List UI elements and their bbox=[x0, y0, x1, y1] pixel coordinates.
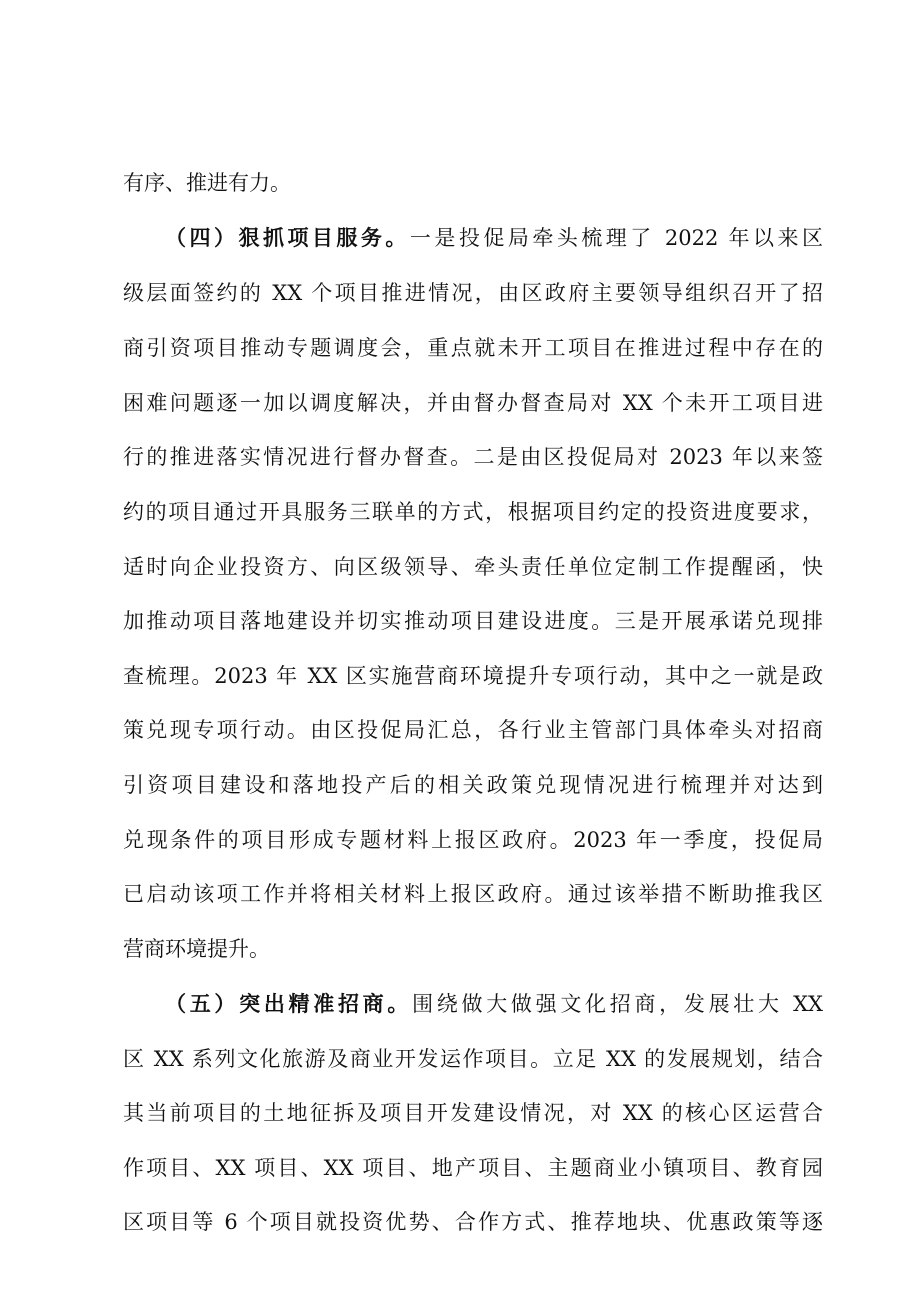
section-4-first-line bbox=[165, 218, 823, 258]
section-4-line-5: 行的推进落实情况进行督办督查。二是由区投促局对 2023 年以来签 bbox=[123, 445, 823, 469]
section-4-line-9: 查梳理。2023 年 XX 区实施营商环境提升专项行动，其中之一就是政 bbox=[123, 664, 823, 688]
section-5-heading: （五）突出精准招商。 bbox=[165, 991, 413, 1016]
section-4-line-14: 营商环境提升。 bbox=[123, 937, 270, 961]
section-4-line-8: 加推动项目落地建设并切实推动项目建设进度。三是开展承诺兑现排 bbox=[123, 609, 823, 633]
section-4-line-1: 一是投促局牵头梳理了 2022 年以来区 bbox=[409, 226, 823, 250]
section-4-line-2: 级层面签约的 XX 个项目推进情况，由区政府主要领导组织召开了招 bbox=[123, 281, 823, 305]
carryover-line: 有序、推进有力。 bbox=[123, 171, 291, 195]
section-5-line-3: 其当前项目的土地征拆及项目开发建设情况，对 XX 的核心区运营合 bbox=[123, 1101, 823, 1125]
section-4-line-3: 商引资项目推动专题调度会，重点就未开工项目在推进过程中存在的 bbox=[123, 336, 823, 360]
section-5-line-4: 作项目、XX 项目、XX 项目、地产项目、主题商业小镇项目、教育园 bbox=[123, 1156, 823, 1180]
section-5-line-5: 区项目等 6 个项目就投资优势、合作方式、推荐地块、优惠政策等逐 bbox=[123, 1210, 823, 1234]
section-4-line-12: 兑现条件的项目形成专题材料上报区政府。2023 年一季度，投促局 bbox=[123, 828, 823, 852]
section-5-line-1: 围绕做大做强文化招商，发展壮大 XX bbox=[412, 992, 823, 1016]
section-4-line-4: 困难问题逐一加以调度解决，并由督办督查局对 XX 个未开工项目进 bbox=[123, 391, 823, 415]
section-4-heading: （四）狠抓项目服务。 bbox=[165, 225, 410, 250]
section-4-line-6: 约的项目通过开具服务三联单的方式，根据项目约定的投资进度要求， bbox=[123, 500, 823, 524]
section-4-line-11: 引资项目建设和落地投产后的相关政策兑现情况进行梳理并对达到 bbox=[123, 773, 823, 797]
section-4-line-13: 已启动该项工作并将相关材料上报区政府。通过该举措不断助推我区 bbox=[123, 882, 823, 906]
section-5-first-line bbox=[165, 984, 823, 1024]
section-5-line-2: 区 XX 系列文化旅游及商业开发运作项目。立足 XX 的发展规划，结合 bbox=[123, 1047, 823, 1071]
section-4-line-7: 适时向企业投资方、向区级领导、牵头责任单位定制工作提醒函，快 bbox=[123, 555, 823, 579]
section-4-line-10: 策兑现专项行动。由区投促局汇总，各行业主管部门具体牵头对招商 bbox=[123, 718, 823, 742]
